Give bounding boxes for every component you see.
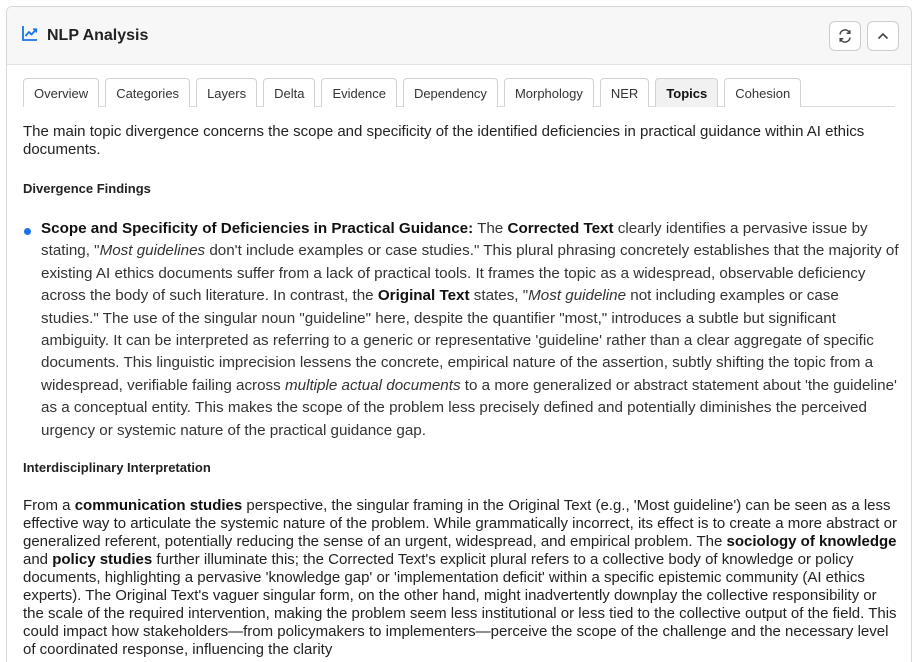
paragraph-text-part: From a — [23, 497, 75, 515]
intro-text: The main topic divergence concerns the scope and specificity of the identified deficiencies in practical guidance within AI ethics documents. — [23, 123, 865, 158]
tab-dependency[interactable]: Dependency — [403, 78, 498, 107]
tab-categories[interactable]: Categories — [105, 78, 190, 107]
finding-text-part: The — [473, 220, 508, 237]
tab-morphology[interactable]: Morphology — [504, 78, 594, 107]
collapse-button[interactable] — [867, 21, 899, 51]
finding-text-part: not including examples or case studies." The use of the singular noun "guideline" here, despite the quantifier "most," introduces a subtle but significant ambiguity. It can be interpreted as referring to a generic or representative 'guideline' rather than a clear aggregate of specific documents. This linguistic imprecision lessens the concrete, empirical nature of the assertion, subtly shifting the topic from a widespread, verifiable failing across — [41, 287, 874, 394]
trend-chart-icon — [21, 24, 39, 47]
paragraph-text-part: perspective, the singular framing in the Original Text (e.g., 'Most guideline') can be seen as a less effective way to articulate the systemic nature of the problem. While grammatically incorrect, its effect is to create a more abstract or generalized referent, potentially reducing the sense of an urgent, widespread, and empirical problem. The — [23, 497, 897, 551]
tab-overview[interactable]: Overview — [23, 78, 99, 107]
finding-text-part: clearly identifies a pervasive issue by stating, " — [41, 220, 868, 260]
finding-title: Scope and Specificity of Deficiencies in Practical Guidance: — [41, 220, 474, 237]
bullet-icon — [24, 228, 31, 235]
chevron-up-icon — [875, 28, 891, 44]
paragraph-text-part: and — [23, 551, 53, 569]
paragraph-bold-term: communication studies — [74, 497, 243, 515]
divergence-findings-heading: Divergence Findings — [23, 181, 151, 196]
tab-ner[interactable]: NER — [600, 78, 649, 107]
panel-title-group — [21, 24, 823, 47]
tab-evidence[interactable]: Evidence — [321, 78, 396, 107]
finding-bold-corrected-text: Corrected Text — [507, 220, 614, 237]
finding-text-part: states, " — [469, 287, 529, 305]
finding-emphasis-italic: multiple actual documents — [284, 376, 461, 394]
finding-item — [23, 218, 899, 442]
finding-text-part: to a more generalized or abstract statement about 'the guideline' as a conceptual entity. This makes the scope of the problem less precisely defined and potentially diminishes the perceived urgency or systemic nature of the practical guidance gap. — [41, 376, 897, 439]
interdisciplinary-heading: Interdisciplinary Interpretation — [23, 460, 211, 476]
refresh-icon — [837, 28, 853, 44]
interdisciplinary-paragraph — [23, 497, 899, 659]
paragraph-bold-term: sociology of knowledge — [726, 533, 897, 551]
tab-topics[interactable]: Topics — [655, 78, 718, 107]
paragraph-text-part: further illuminate this; the Corrected Text's explicit plural refers to a collective body of knowledge or policy documents, highlighting a pervasive 'knowledge gap' or 'implementation deficit' within a specific epistemic community (AI ethics experts). The Original Text's vaguer singular form, on the other hand, might inadvertently downplay the collective responsibility or the scale of the required intervention, making the problem seem less institutional or less tied to the collective output of the field. This could impact how stakeholders—from policymakers to implementers—perceive the scope of the challenge and the necessary level of coordinated response, influencing the clarity — [23, 551, 897, 659]
finding-quote-italic: Most guidelines — [99, 242, 206, 260]
finding-quote-italic: Most guideline — [528, 287, 627, 305]
tab-cohesion[interactable]: Cohesion — [724, 78, 801, 107]
finding-text-part: don't include examples or case studies." This plural phrasing concretely establishes that the majority of existing AI ethics documents suffer from a lack of practical tools. It frames the topic as a widespread, observable deficiency across the body of such literature. In contrast, the — [41, 242, 899, 305]
nlp-analysis-panel — [6, 6, 912, 662]
finding-bold-original-text: Original Text — [377, 287, 470, 305]
panel-header — [7, 7, 911, 65]
tab-layers[interactable]: Layers — [196, 78, 257, 107]
tab-bar — [23, 78, 895, 107]
finding-text — [41, 218, 899, 442]
tab-delta[interactable]: Delta — [263, 78, 315, 107]
paragraph-bold-term: policy studies — [52, 551, 153, 569]
refresh-button[interactable] — [829, 21, 861, 51]
topics-content — [23, 123, 899, 659]
panel-title: NLP Analysis — [47, 26, 149, 44]
